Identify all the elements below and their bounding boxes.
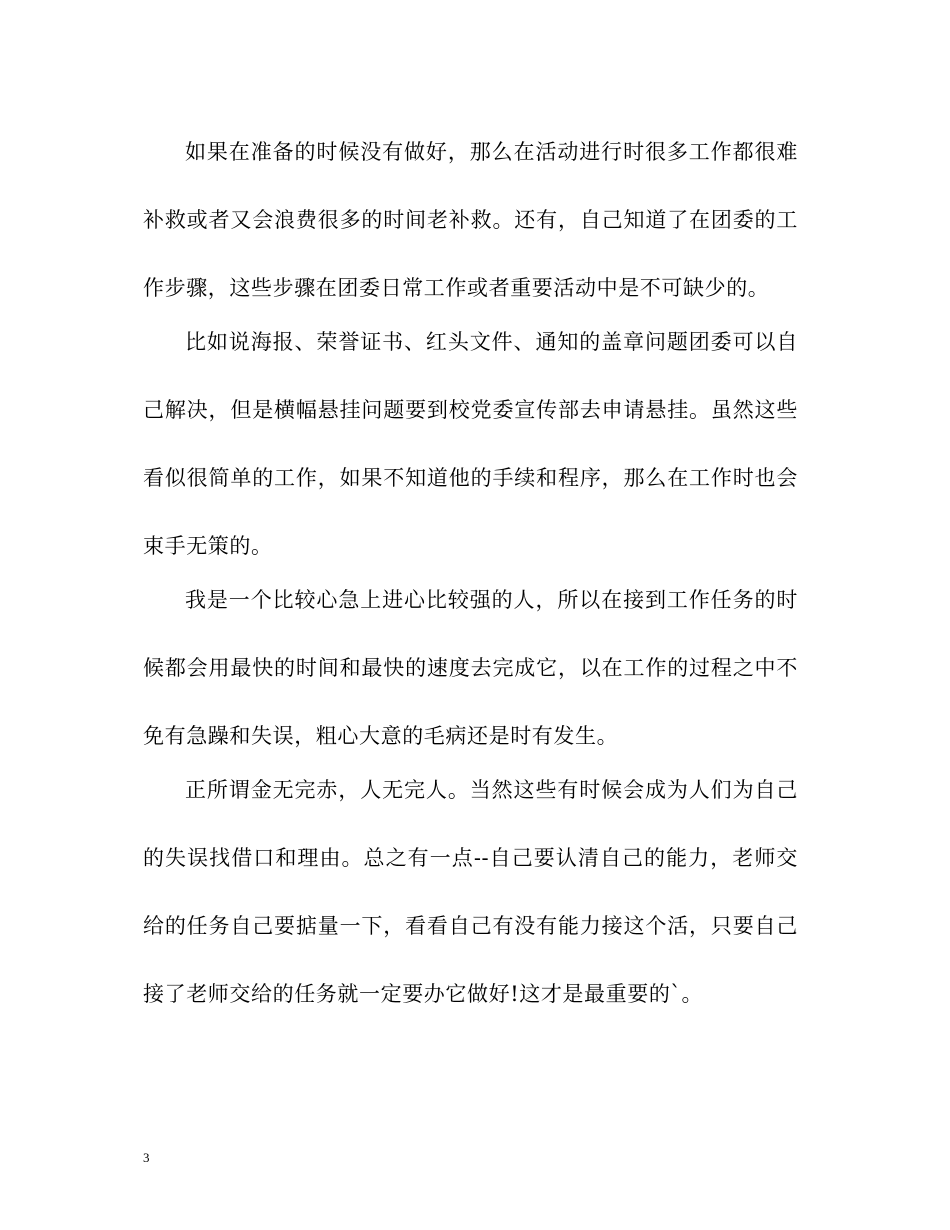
paragraph-2: 比如说海报、荣誉证书、红头文件、通知的盖章问题团委可以自己解决，但是横幅悬挂问题要到校党委宣传部去申请悬挂。虽然这些看似很简单的工作，如果不知道他的手续和程序，那么在工作时也会束手无策的。 bbox=[143, 330, 798, 558]
paragraph-1: 如果在准备的时候没有做好，那么在活动进行时很多工作都很难补救或者又会浪费很多的时间老补救。还有，自己知道了在团委的工作步骤，这些步骤在团委日常工作或者重要活动中是不可缺少的。 bbox=[143, 140, 798, 300]
body-text bbox=[143, 118, 798, 1028]
page-number: 3 bbox=[143, 1150, 150, 1165]
paragraph-3: 我是一个比较心急上进心比较强的人，所以在接到工作任务的时候都会用最快的时间和最快的速度去完成它，以在工作的过程之中不免有急躁和失误，粗心大意的毛病还是时有发生。 bbox=[143, 588, 798, 748]
paragraph-4: 正所谓金无完赤，人无完人。当然这些有时候会成为人们为自己的失误找借口和理由。总之有一点--自己要认清自己的能力，老师交给的任务自己要掂量一下，看看自己有没有能力接这个活，只要自己接了老师交给的任务就一定要办它做好!这才是最重要的`。 bbox=[143, 778, 798, 1006]
